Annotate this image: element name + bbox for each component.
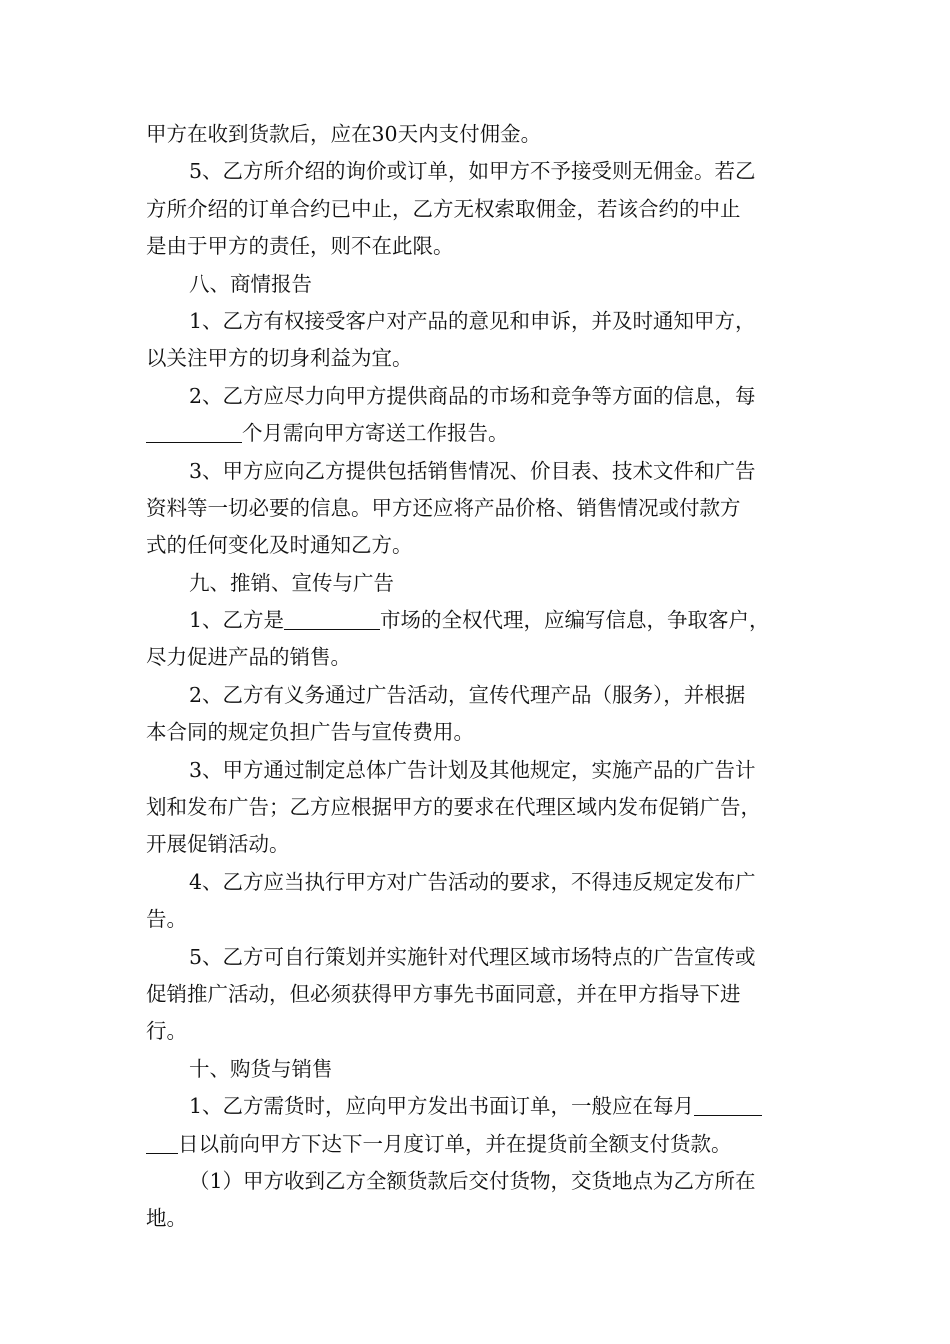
paragraph-promotion-clause-3 <box>146 752 810 864</box>
text-line: 是由于甲方的责任，则不在此限。 <box>146 234 454 259</box>
paragraph-commission-payment <box>146 116 810 153</box>
text-line: 方所介绍的订单合约已中止，乙方无权索取佣金，若该合约的中止 <box>146 196 741 221</box>
section-heading-promotion: 九、推销、宣传与广告 <box>189 570 394 595</box>
text-line: 资料等一切必要的信息。甲方还应将产品价格、销售情况或付款方 <box>146 495 741 520</box>
text-line: 以关注甲方的切身利益为宜。 <box>146 346 413 371</box>
text-line: 5、乙方所介绍的询价或订单，如甲方不予接受则无佣金。若乙 <box>189 159 756 184</box>
text-line: 日以前向甲方下达下一月度订单，并在提货前全额支付货款。 <box>146 1126 810 1163</box>
paragraph-report-clause-2 <box>146 378 810 453</box>
text-line: 1、乙方有权接受客户对产品的意见和申诉，并及时通知甲方， <box>189 308 756 333</box>
text-line: 4、乙方应当执行甲方对广告活动的要求，不得违反规定发布广 <box>189 869 756 894</box>
text-line: 3、甲方通过制定总体广告计划及其他规定，实施产品的广告计 <box>189 757 756 782</box>
text-line: 5、乙方可自行策划并实施针对代理区域市场特点的广告宣传或 <box>189 944 756 969</box>
text-line: 式的任何变化及时通知乙方。 <box>146 533 413 558</box>
text-line: 1、乙方是 市场的全权代理，应编写信息，争取客户， <box>189 608 770 633</box>
paragraph-purchase-clause-1 <box>146 1088 810 1163</box>
paragraph-commission-clause-5 <box>146 153 810 265</box>
text-line: 开展促销活动。 <box>146 832 290 857</box>
paragraph-promotion-clause-5 <box>146 939 810 1051</box>
paragraph-promotion-clause-2 <box>146 677 810 752</box>
text-line: 个月需向甲方寄送工作报告。 <box>146 415 810 452</box>
text-line: 告。 <box>146 907 187 932</box>
fill-in-blank-market <box>284 607 380 630</box>
paragraph-report-clause-3 <box>146 453 810 565</box>
text-line: 地。 <box>146 1206 187 1231</box>
text-line: 尽力促进产品的销售。 <box>146 645 351 670</box>
text-line: 2、乙方有义务通过广告活动，宣传代理产品（服务），并根据 <box>189 682 746 707</box>
section-heading-market-report: 八、商情报告 <box>189 271 312 296</box>
text-line: 3、甲方应向乙方提供包括销售情况、价目表、技术文件和广告 <box>189 458 756 483</box>
text-line: 划和发布广告；乙方应根据甲方的要求在代理区域内发布促销广告， <box>146 795 761 820</box>
text-line: 1、乙方需货时，应向甲方发出书面订单，一般应在每月 <box>146 1088 810 1125</box>
contract-text <box>146 116 810 1238</box>
paragraph-promotion-clause-4 <box>146 864 810 939</box>
paragraph-promotion-clause-1 <box>146 602 810 677</box>
section-heading-purchase-sales: 十、购货与销售 <box>189 1056 333 1081</box>
fill-in-blank-day-part2 <box>146 1131 178 1154</box>
fill-in-blank-day-part1 <box>694 1093 762 1116</box>
text-line: 甲方在收到货款后，应在30天内支付佣金。 <box>146 122 542 146</box>
text-line: 2、乙方应尽力向甲方提供商品的市场和竞争等方面的信息，每 <box>189 383 756 408</box>
paragraph-report-clause-1 <box>146 303 810 378</box>
text-line: （1）甲方收到乙方全额货款后交付货物，交货地点为乙方所在 <box>189 1168 756 1193</box>
text-line: 行。 <box>146 1019 187 1044</box>
fill-in-blank-months <box>146 420 242 443</box>
text-line: 促销推广活动，但必须获得甲方事先书面同意，并在甲方指导下进 <box>146 981 741 1006</box>
text-line: 本合同的规定负担广告与宣传费用。 <box>146 720 474 745</box>
paragraph-purchase-item-1 <box>146 1163 810 1238</box>
